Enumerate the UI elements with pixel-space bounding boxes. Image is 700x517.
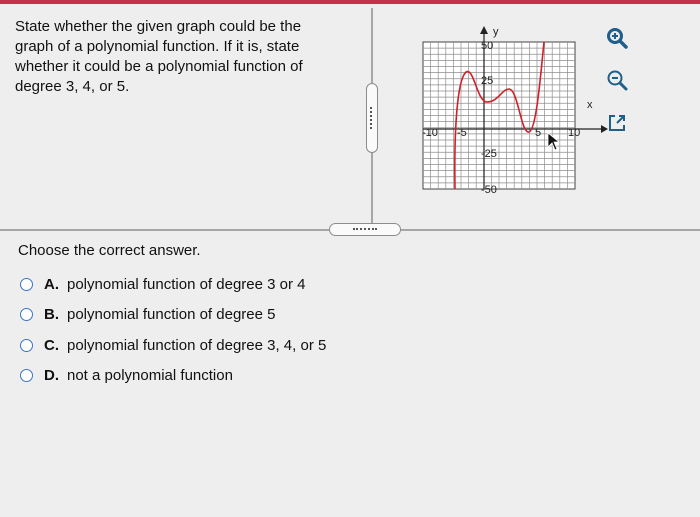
question-text xyxy=(15,17,345,97)
option-a[interactable] xyxy=(20,273,305,295)
x-axis-label: x xyxy=(587,99,593,111)
option-a-radio[interactable] xyxy=(20,278,33,291)
accent-bar xyxy=(0,0,700,4)
horizontal-resize-handle[interactable] xyxy=(329,223,401,236)
y-tick-label: 50 xyxy=(481,40,494,52)
question-line: degree 3, 4, or 5. xyxy=(15,78,130,95)
option-c-letter: C. xyxy=(44,336,59,354)
y-axis-arrow xyxy=(480,26,488,34)
option-d-radio[interactable] xyxy=(20,369,33,382)
answer-prompt: Choose the correct answer. xyxy=(18,242,201,259)
option-d-text: not a polynomial function xyxy=(67,366,233,384)
option-b-text: polynomial function of degree 5 xyxy=(67,305,276,323)
option-d[interactable] xyxy=(20,364,233,386)
question-line: graph of a polynomial function. If it is, state xyxy=(15,38,300,55)
graph-grid xyxy=(423,42,575,189)
pop-out-icon[interactable] xyxy=(605,111,629,135)
x-tick-label: 5 xyxy=(535,127,542,139)
option-a-text: polynomial function of degree 3 or 4 xyxy=(67,275,306,293)
option-b[interactable] xyxy=(20,303,275,325)
zoom-out-icon[interactable] xyxy=(605,68,629,92)
option-c[interactable] xyxy=(20,334,326,356)
grip-dots xyxy=(353,228,377,232)
question-line: State whether the given graph could be the xyxy=(15,18,302,35)
grip-dots xyxy=(370,107,374,129)
y-tick-label: -25 xyxy=(481,148,497,160)
y-tick-label: -50 xyxy=(481,184,497,196)
x-tick-label: -10 xyxy=(422,127,438,139)
option-a-letter: A. xyxy=(44,275,59,293)
vertical-resize-handle[interactable] xyxy=(366,83,378,153)
question-line: whether it could be a polynomial function of xyxy=(15,58,303,75)
option-d-letter: D. xyxy=(44,366,59,384)
y-tick-label: 25 xyxy=(481,75,494,87)
x-tick-label: -5 xyxy=(457,127,467,139)
option-c-radio[interactable] xyxy=(20,339,33,352)
zoom-in-icon[interactable] xyxy=(605,26,629,50)
option-b-letter: B. xyxy=(44,305,59,323)
y-axis-label: y xyxy=(493,26,499,38)
option-c-text: polynomial function of degree 3, 4, or 5 xyxy=(67,336,327,354)
x-tick-label: 10 xyxy=(568,127,581,139)
option-b-radio[interactable] xyxy=(20,308,33,321)
polynomial-graph xyxy=(412,22,612,197)
